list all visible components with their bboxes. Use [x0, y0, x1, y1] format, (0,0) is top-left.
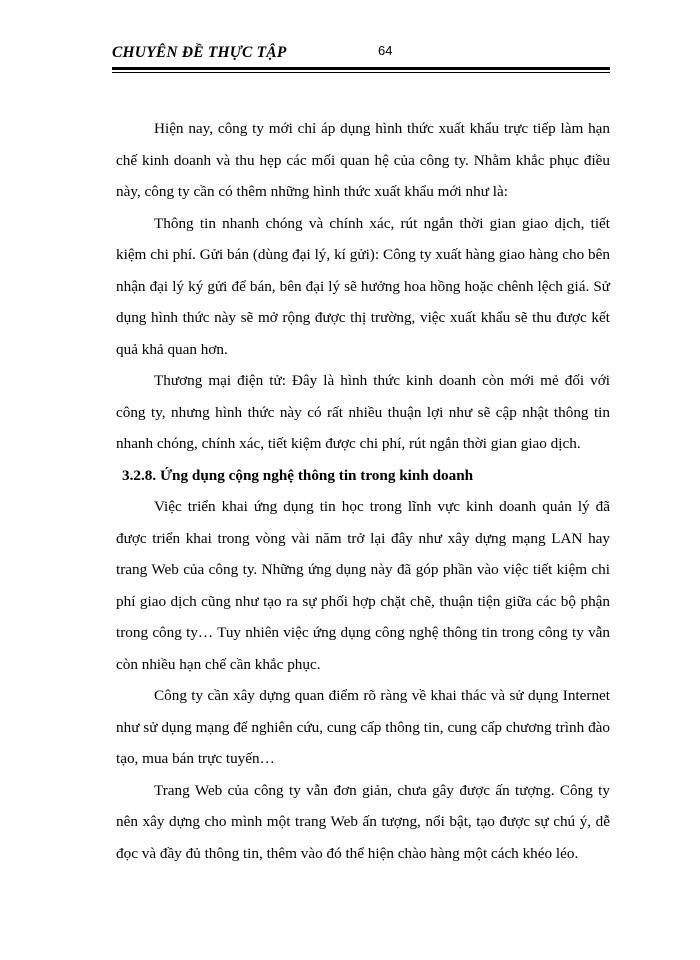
paragraph: Việc triển khai ứng dụng tin học trong lĩnh vực kinh doanh quản lý đã được triển khai trong vòng vài năm trở lại đây như xây dựng mạng LAN hay trang Web của công ty. Những ứng dụng này đã góp phần vào việc tiết kiệm chi phí giao dịch cũng như tạo ra sự phối hợp chặt chẽ, thuận tiện giữa các bộ phận trong công ty… Tuy nhiên việc ứng dụng công nghệ thông tin trong công ty vẫn còn nhiều hạn chế cần khắc phục. — [116, 498, 610, 673]
paragraph: Trang Web của công ty vẫn đơn giản, chưa gây được ấn tượng. Công ty nên xây dựng cho mình một trang Web ấn tượng, nổi bật, tạo được sự chú ý, dễ đọc và đầy đủ thông tin, thêm vào đó thể hiện chào hàng một cách khéo léo. — [116, 781, 610, 862]
paragraph: Hiện nay, công ty mới chỉ áp dụng hình thức xuất khẩu trực tiếp làm hạn chế kinh doanh và thu hẹp các mối quan hệ của công ty. Nhằm khắc phục điều này, công ty cần có thêm những hình thức xuất khẩu mới như là: — [116, 120, 610, 200]
paragraph: Thông tin nhanh chóng và chính xác, rút ngắn thời gian giao dịch, tiết kiệm chi phí. Gửi bán (dùng đại lý, kí gửi): Công ty xuất hàng giao hàng cho bên nhận đại lý ký gửi để bán, bên đại lý sẽ hưởng hoa hồng hoặc chênh lệch giá. Sử dụng hình thức này sẽ mở rộng được thị trường, việc xuất khẩu sẽ thu được kết quả khả quan hơn. — [116, 214, 610, 358]
header-rule-thin — [112, 72, 610, 73]
paragraph: Thương mại điện tử: Đây là hình thức kinh doanh còn mới mẻ đối với công ty, nhưng hình thức này có rất nhiều thuận lợi như sẽ cập nhật thông tin nhanh chóng, chính xác, tiết kiệm được chi phí, rút ngắn thời gian giao dịch. — [116, 372, 610, 452]
page-number: 64 — [378, 43, 393, 58]
header-title: CHUYÊN ĐỀ THỰC TẬP — [112, 44, 287, 61]
section-heading: 3.2.8. Ứng dụng cộng nghệ thông tin trong kinh doanh — [122, 466, 474, 484]
header-rule-thick — [112, 67, 610, 70]
paragraph: Công ty cần xây dựng quan điểm rõ ràng về khai thác và sử dụng Internet như sử dụng mạng để nghiên cứu, cung cấp thông tin, cung cấp chương trình đào tạo, mua bán trực tuyến… — [116, 687, 610, 767]
page-header — [112, 40, 610, 76]
body-text — [116, 113, 610, 869]
